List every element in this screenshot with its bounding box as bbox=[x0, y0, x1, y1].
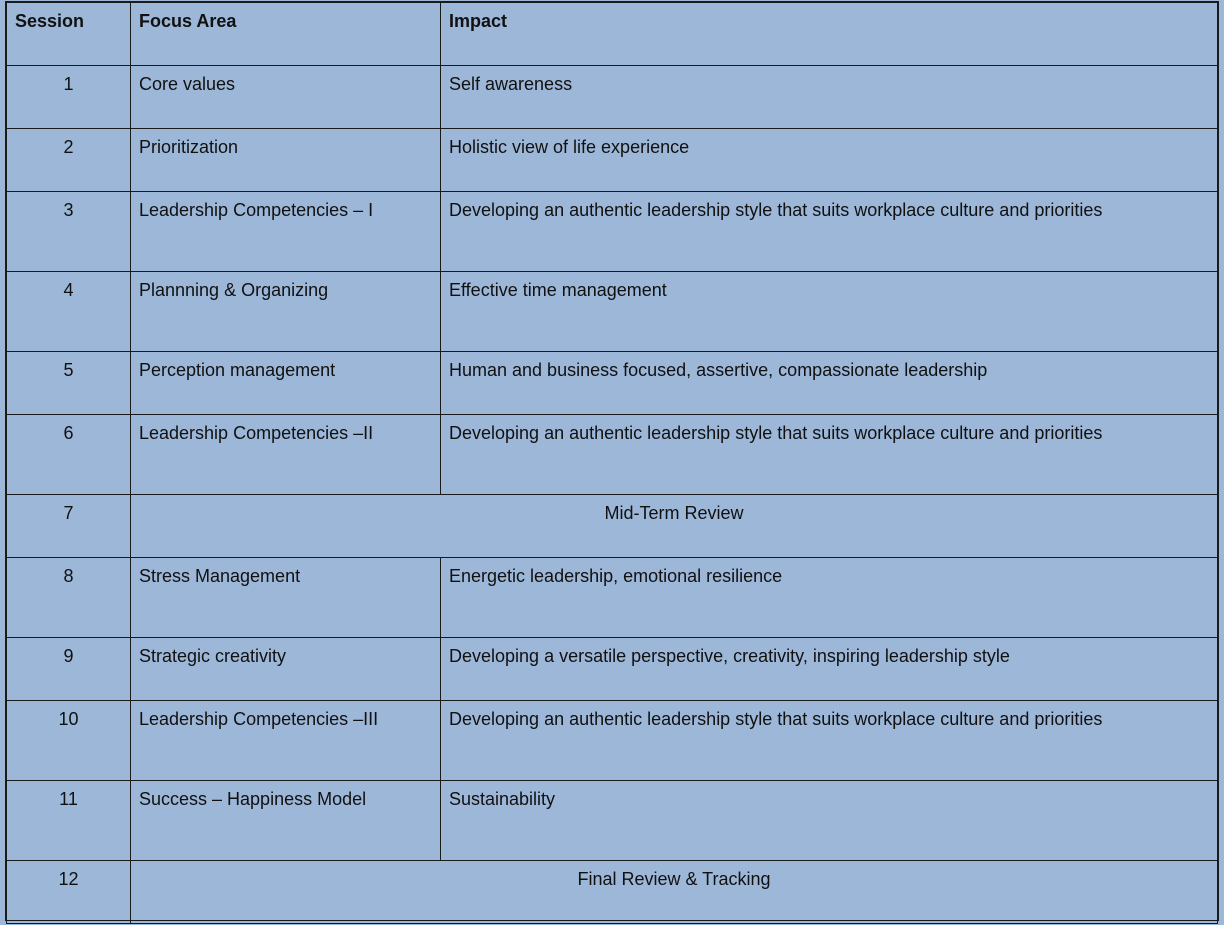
table-row bbox=[7, 558, 1218, 638]
table-row bbox=[7, 638, 1218, 701]
focus-area-cell: Plannning & Organizing bbox=[131, 272, 441, 352]
impact-cell: Sustainability bbox=[441, 781, 1218, 861]
session-number: 5 bbox=[7, 352, 131, 415]
session-number: 7 bbox=[7, 495, 131, 558]
impact-cell: Holistic view of life experience bbox=[441, 129, 1218, 192]
table-row-review bbox=[7, 495, 1218, 558]
session-number: 2 bbox=[7, 129, 131, 192]
header-session: Session bbox=[7, 3, 131, 66]
session-number: 8 bbox=[7, 558, 131, 638]
session-number: 10 bbox=[7, 701, 131, 781]
focus-area-cell: Success – Happiness Model bbox=[131, 781, 441, 861]
session-number: 12 bbox=[7, 861, 131, 924]
session-number: 3 bbox=[7, 192, 131, 272]
table-row bbox=[7, 701, 1218, 781]
table-row-review bbox=[7, 861, 1218, 924]
focus-area-cell: Perception management bbox=[131, 352, 441, 415]
session-table-container bbox=[5, 1, 1219, 921]
focus-area-cell: Stress Management bbox=[131, 558, 441, 638]
table-row bbox=[7, 272, 1218, 352]
impact-cell: Energetic leadership, emotional resilience bbox=[441, 558, 1218, 638]
session-number: 11 bbox=[7, 781, 131, 861]
session-number: 9 bbox=[7, 638, 131, 701]
table-header-row bbox=[7, 3, 1218, 66]
session-number: 4 bbox=[7, 272, 131, 352]
focus-area-cell: Strategic creativity bbox=[131, 638, 441, 701]
mid-term-review-cell: Mid-Term Review bbox=[131, 495, 1218, 558]
table-row bbox=[7, 66, 1218, 129]
table-row bbox=[7, 352, 1218, 415]
header-impact: Impact bbox=[441, 3, 1218, 66]
table-row bbox=[7, 781, 1218, 861]
impact-cell: Effective time management bbox=[441, 272, 1218, 352]
table-row bbox=[7, 192, 1218, 272]
final-review-cell: Final Review & Tracking bbox=[131, 861, 1218, 924]
session-number: 1 bbox=[7, 66, 131, 129]
impact-cell: Human and business focused, assertive, compassionate leadership bbox=[441, 352, 1218, 415]
focus-area-cell: Prioritization bbox=[131, 129, 441, 192]
focus-area-cell: Leadership Competencies –II bbox=[131, 415, 441, 495]
session-number: 6 bbox=[7, 415, 131, 495]
table-row bbox=[7, 415, 1218, 495]
focus-area-cell: Core values bbox=[131, 66, 441, 129]
impact-cell: Developing an authentic leadership style that suits workplace culture and priorities bbox=[441, 701, 1218, 781]
focus-area-cell: Leadership Competencies – I bbox=[131, 192, 441, 272]
session-table bbox=[6, 2, 1218, 924]
impact-cell: Developing a versatile perspective, creativity, inspiring leadership style bbox=[441, 638, 1218, 701]
impact-cell: Developing an authentic leadership style that suits workplace culture and priorities bbox=[441, 192, 1218, 272]
impact-cell: Self awareness bbox=[441, 66, 1218, 129]
table-row bbox=[7, 129, 1218, 192]
focus-area-cell: Leadership Competencies –III bbox=[131, 701, 441, 781]
header-focus-area: Focus Area bbox=[131, 3, 441, 66]
impact-cell: Developing an authentic leadership style that suits workplace culture and priorities bbox=[441, 415, 1218, 495]
